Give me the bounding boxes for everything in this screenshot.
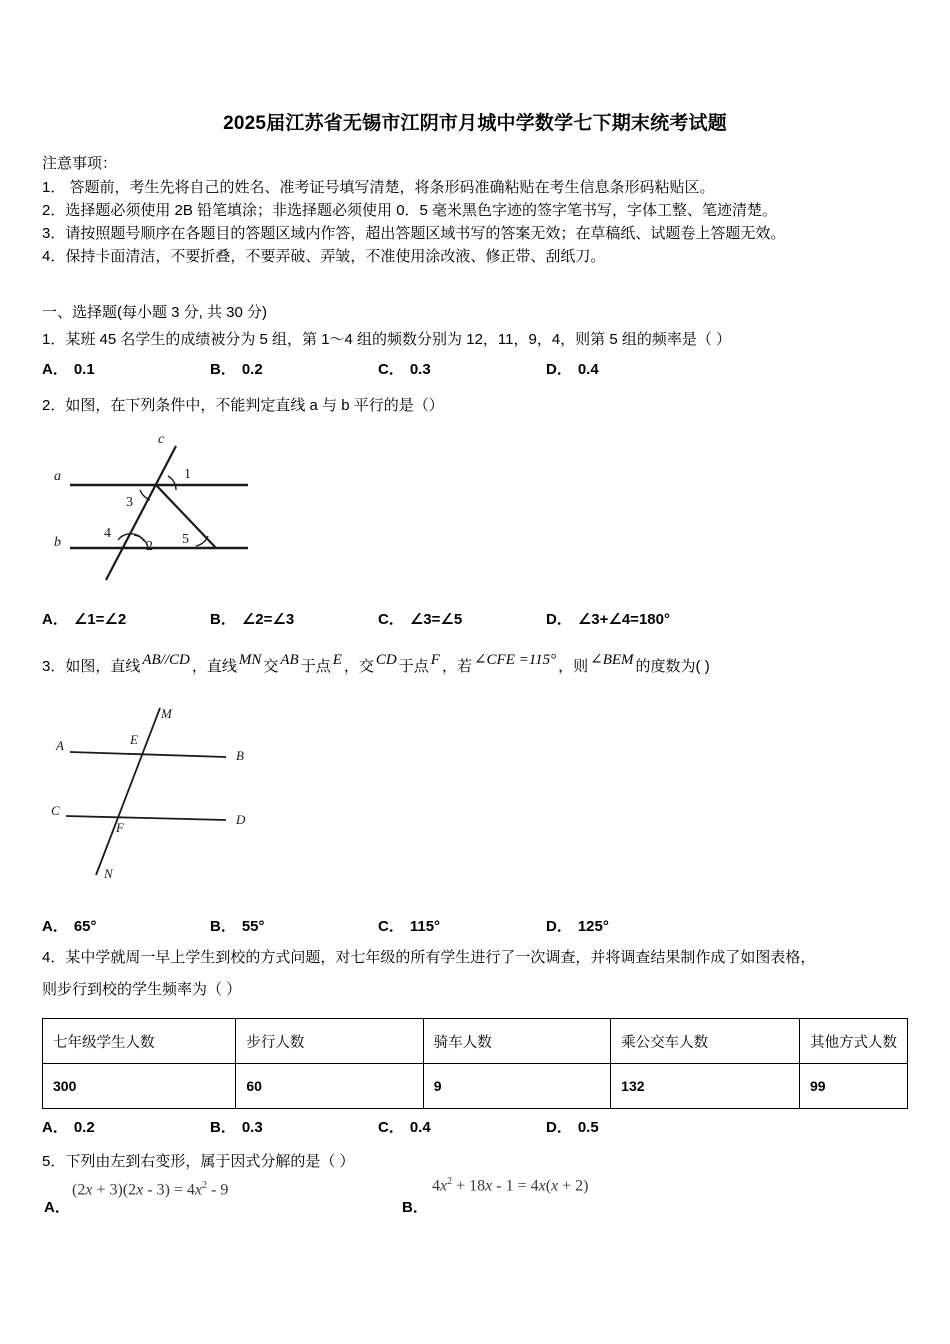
question-4-option-c[interactable] bbox=[378, 1116, 431, 1137]
question-5-option-a-formula: $(2x + 3)(2x - 3) = 4x^2 - 9$ bbox=[72, 1180, 229, 1199]
option-label: A． bbox=[42, 1119, 68, 1136]
option-value: 0.2 bbox=[241, 361, 263, 378]
q3-part-3: 交 bbox=[263, 658, 279, 675]
option-label: B． bbox=[210, 1119, 236, 1136]
question-4-options bbox=[42, 1116, 922, 1138]
question-1-option-b[interactable] bbox=[210, 358, 263, 379]
q3-math-cd: CD bbox=[375, 652, 397, 668]
notice-heading: 注意事项： bbox=[42, 155, 118, 172]
svg-text:2: 2 bbox=[146, 539, 153, 554]
table-cell: 99 bbox=[800, 1064, 908, 1109]
question-5-option-b-formula: $4x^2 + 18x - 1 = 4x(x + 2)$ bbox=[432, 1176, 589, 1195]
option-value: 0.1 bbox=[73, 361, 95, 378]
option-label: C． bbox=[378, 918, 404, 935]
q3-part-7: ，若 bbox=[441, 658, 472, 675]
notice-item-2: 2．选择题必须使用 2B 铅笔填涂；非选择题必须使用 0．5 毫米黑色字迹的签字笔书写，字体工整、笔迹清楚。 bbox=[42, 202, 778, 219]
question-2-number: 2． bbox=[42, 397, 66, 414]
option-label: C． bbox=[378, 1119, 404, 1136]
question-1-options bbox=[42, 358, 922, 380]
q3-math-e: E bbox=[332, 652, 342, 668]
question-5-number: 5． bbox=[42, 1153, 66, 1170]
table-cell: 300 bbox=[43, 1064, 236, 1109]
question-3-option-d[interactable] bbox=[546, 915, 609, 936]
question-1-text: 某班 45 名学生的成绩被分为 5 组，第 1～4 组的频数分别为 12，11，9，4，则第 5 组的频率是（ ） bbox=[65, 331, 732, 348]
option-label: C． bbox=[378, 611, 404, 628]
q3-math-ab-cd: AB//CD bbox=[142, 652, 190, 668]
svg-text:c: c bbox=[158, 432, 165, 447]
option-value: 0.4 bbox=[409, 1119, 431, 1136]
svg-text:3: 3 bbox=[126, 495, 133, 510]
table-header-cell: 骑车人数 bbox=[423, 1019, 610, 1064]
table-cell: 9 bbox=[423, 1064, 610, 1109]
question-3-option-a[interactable] bbox=[42, 915, 97, 936]
question-5-option-a-label[interactable]: A． bbox=[44, 1199, 70, 1216]
q3-math-angle-cfe: ∠CFE =115° bbox=[473, 652, 557, 668]
question-3-number: 3． bbox=[42, 658, 66, 675]
svg-text:D: D bbox=[236, 812, 246, 827]
option-label: A． bbox=[42, 611, 68, 628]
option-value: 0.5 bbox=[577, 1119, 599, 1136]
option-value: 65° bbox=[73, 918, 97, 935]
section-heading: 一、选择题(每小题 3 分, 共 30 分) bbox=[42, 304, 268, 321]
question-1-number: 1． bbox=[42, 331, 66, 348]
notice-item-3: 3．请按照题号顺序在各题目的答题区域内作答，超出答题区域书写的答案无效；在草稿纸、试题卷上答题无效。 bbox=[42, 225, 786, 242]
option-value: 0.4 bbox=[577, 361, 599, 378]
question-3-options bbox=[42, 915, 922, 937]
q3-part-4: 于点 bbox=[300, 658, 331, 675]
page-title: 2025届江苏省无锡市江阴市月城中学数学七下期末统考试题 bbox=[223, 113, 727, 134]
svg-text:5: 5 bbox=[182, 532, 189, 547]
svg-text:N: N bbox=[104, 866, 113, 881]
option-value: ∠1=∠2 bbox=[73, 611, 127, 628]
q3-part-8: ，则 bbox=[558, 658, 589, 675]
question-3-figure bbox=[48, 700, 298, 885]
q3-part-1: 如图，直线 bbox=[65, 658, 141, 675]
svg-text:F: F bbox=[116, 820, 124, 835]
question-5-text: 下列由左到右变形，属于因式分解的是（ ） bbox=[65, 1153, 355, 1170]
question-4-stem-line-2: 则步行到校的学生频率为（ ） bbox=[42, 981, 242, 998]
option-value: ∠2=∠3 bbox=[241, 611, 295, 628]
svg-text:E: E bbox=[130, 732, 138, 747]
table-row bbox=[43, 1064, 908, 1109]
option-label: D． bbox=[546, 918, 572, 935]
notice-item-4: 4．保持卡面清洁，不要折叠，不要弄破、弄皱，不准使用涂改液、修正带、刮纸刀。 bbox=[42, 248, 606, 265]
option-label: A． bbox=[42, 918, 68, 935]
svg-text:B: B bbox=[236, 748, 244, 763]
option-value: 0.3 bbox=[409, 361, 431, 378]
option-label: D． bbox=[546, 1119, 572, 1136]
question-2-options bbox=[42, 608, 922, 630]
question-2-figure bbox=[48, 428, 298, 588]
question-1-option-d[interactable] bbox=[546, 358, 599, 379]
question-1-option-c[interactable] bbox=[378, 358, 431, 379]
question-3-stem bbox=[42, 652, 932, 679]
svg-text:M: M bbox=[161, 706, 172, 721]
svg-text:4: 4 bbox=[104, 526, 111, 541]
question-2-text: 如图，在下列条件中，不能判定直线 a 与 b 平行的是（） bbox=[65, 397, 444, 414]
question-5-stem bbox=[42, 1150, 355, 1174]
question-2-option-c[interactable] bbox=[378, 608, 462, 629]
question-2-option-b[interactable] bbox=[210, 608, 294, 629]
table-header-cell: 乘公交车人数 bbox=[611, 1019, 800, 1064]
question-4-number: 4． bbox=[42, 949, 66, 966]
question-3-option-c[interactable] bbox=[378, 915, 440, 936]
q3-part-9: 的度数为( ) bbox=[635, 658, 710, 675]
option-value: ∠3=∠5 bbox=[409, 611, 463, 628]
question-4-option-d[interactable] bbox=[546, 1116, 599, 1137]
svg-text:A: A bbox=[56, 738, 64, 753]
q3-math-angle-bem: ∠BEM bbox=[590, 652, 634, 668]
option-label: A． bbox=[42, 361, 68, 378]
option-label: B． bbox=[210, 918, 236, 935]
option-label: C． bbox=[378, 361, 404, 378]
svg-text:a: a bbox=[54, 469, 61, 484]
option-value: 0.2 bbox=[73, 1119, 95, 1136]
q3-math-f: F bbox=[430, 652, 440, 668]
table-header-cell: 七年级学生人数 bbox=[43, 1019, 236, 1064]
option-value: 115° bbox=[409, 918, 441, 935]
question-2-stem bbox=[42, 394, 444, 418]
svg-text:C: C bbox=[51, 803, 60, 818]
q3-math-ab: AB bbox=[280, 652, 299, 668]
table-header-row bbox=[43, 1019, 908, 1064]
table-header-cell: 其他方式人数 bbox=[800, 1019, 908, 1064]
question-1-stem bbox=[42, 328, 731, 352]
option-label: B． bbox=[210, 361, 236, 378]
q3-part-6: 于点 bbox=[398, 658, 429, 675]
survey-table bbox=[42, 1018, 908, 1109]
question-4-option-a[interactable] bbox=[42, 1116, 95, 1137]
question-2-option-d[interactable] bbox=[546, 608, 670, 629]
question-2-option-a[interactable] bbox=[42, 608, 126, 629]
table-cell: 132 bbox=[611, 1064, 800, 1109]
question-4-text-1: 某中学就周一早上学生到校的方式问题，对七年级的所有学生进行了一次调查，并将调查结果制作成了如图表格， bbox=[65, 949, 816, 966]
svg-text:1: 1 bbox=[184, 467, 191, 482]
option-label: D． bbox=[546, 361, 572, 378]
option-value: ∠3+∠4=180° bbox=[577, 611, 670, 628]
option-value: 55° bbox=[241, 918, 265, 935]
option-label: B． bbox=[210, 611, 236, 628]
svg-text:b: b bbox=[54, 535, 61, 550]
question-4-stem-line-1 bbox=[42, 946, 937, 970]
q3-part-5: ，交 bbox=[343, 658, 374, 675]
q3-math-mn: MN bbox=[238, 652, 262, 668]
table-cell: 60 bbox=[236, 1064, 423, 1109]
question-3-option-b[interactable] bbox=[210, 915, 265, 936]
question-5-option-b-label[interactable]: B． bbox=[402, 1199, 428, 1216]
table-header-cell: 步行人数 bbox=[236, 1019, 423, 1064]
option-value: 125° bbox=[577, 918, 609, 935]
option-label: D． bbox=[546, 611, 572, 628]
question-1-option-a[interactable] bbox=[42, 358, 95, 379]
question-4-option-b[interactable] bbox=[210, 1116, 263, 1137]
notice-item-1: 1． 答题前，考生先将自己的姓名、准考证号填写清楚，将条形码准确粘贴在考生信息条形码粘贴区。 bbox=[42, 179, 715, 196]
q3-part-2: ，直线 bbox=[191, 658, 237, 675]
option-value: 0.3 bbox=[241, 1119, 263, 1136]
notice-block bbox=[42, 152, 922, 268]
